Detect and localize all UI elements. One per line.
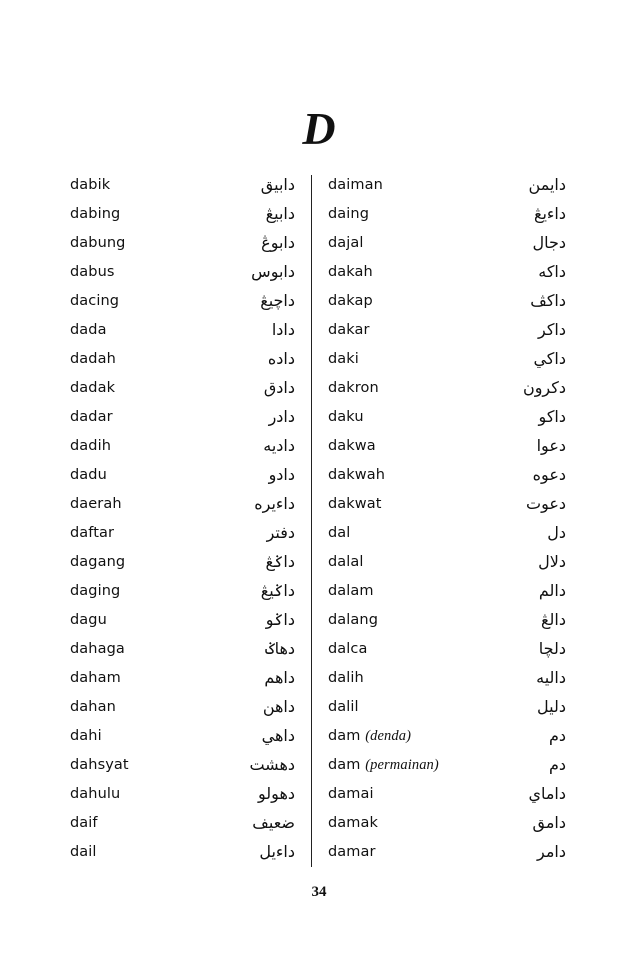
entry-latin-word [328, 496, 382, 512]
entry-latin-word [70, 235, 125, 251]
section-letter-heading: D [302, 103, 336, 154]
entry-word-text: damai [328, 786, 374, 802]
dictionary-entry [70, 261, 295, 290]
entry-word-text: daiman [328, 177, 383, 193]
entry-word-text: dadar [70, 409, 113, 425]
entry-jawi-spelling: دامر [537, 842, 566, 861]
entry-latin-word [328, 844, 376, 860]
entry-word-text: dahi [70, 728, 102, 744]
entry-jawi-spelling: دهاݢ [265, 639, 295, 658]
entry-word-text: daki [328, 351, 359, 367]
dictionary-entry [70, 348, 295, 377]
entry-latin-word [70, 322, 107, 338]
entry-jawi-spelling: داءيره [254, 494, 295, 513]
page-number: 34 [311, 884, 327, 900]
entry-latin-word [328, 467, 385, 483]
dictionary-entry [328, 261, 566, 290]
dictionary-entry [328, 551, 566, 580]
entry-word-text: dakar [328, 322, 370, 338]
dictionary-entry [70, 203, 295, 232]
entry-jawi-spelling: داهن [262, 697, 295, 716]
dictionary-entry [70, 377, 295, 406]
entry-latin-word [70, 844, 97, 860]
entry-word-text: dalil [328, 699, 359, 715]
entry-latin-word [70, 612, 107, 628]
dictionary-entry [70, 319, 295, 348]
entry-word-text: dakwa [328, 438, 376, 454]
entry-word-text: dal [328, 525, 351, 541]
dictionary-entry [328, 638, 566, 667]
dictionary-entry [328, 406, 566, 435]
entry-jawi-spelling: دم [548, 726, 566, 745]
entry-jawi-spelling: دابوڠ [261, 233, 295, 252]
entry-jawi-spelling: داچيڠ [260, 291, 295, 310]
entry-word-text: dakwah [328, 467, 386, 483]
entry-word-text: dalih [328, 670, 364, 686]
dictionary-entry [328, 725, 566, 754]
column-divider [311, 175, 312, 867]
entry-jawi-spelling: داديه [263, 436, 295, 455]
entry-jawi-spelling: داكڤ [530, 291, 566, 310]
dictionary-entry [328, 290, 566, 319]
entry-latin-word [70, 554, 125, 570]
entry-word-text: daerah [70, 496, 122, 512]
entry-word-text: dakah [328, 264, 373, 280]
entry-word-text: dabus [70, 264, 115, 280]
entry-word-text: daging [70, 583, 121, 599]
dictionary-entry [70, 609, 295, 638]
entry-jawi-spelling: دليل [537, 697, 566, 716]
dictionary-entry [328, 319, 566, 348]
entry-sense-note: (denda) [365, 728, 412, 744]
entry-jawi-spelling: دكرون [522, 378, 566, 397]
dictionary-entry [328, 609, 566, 638]
entry-latin-word [70, 177, 110, 193]
dictionary-entry [328, 464, 566, 493]
entry-jawi-spelling: دعوت [526, 494, 566, 513]
entry-jawi-spelling: دم [548, 755, 566, 774]
entry-jawi-spelling: دلال [538, 552, 566, 571]
entry-latin-word [328, 583, 374, 599]
entry-latin-word [70, 380, 115, 396]
dictionary-entry [70, 551, 295, 580]
entry-latin-word [328, 351, 359, 367]
entry-latin-word [70, 757, 129, 773]
dictionary-entry [70, 812, 295, 841]
entry-word-text: dabung [70, 235, 126, 251]
entry-jawi-spelling: دعوه [532, 465, 566, 484]
entry-jawi-spelling: داهي [261, 726, 295, 745]
entry-latin-word [328, 235, 364, 251]
entry-jawi-spelling: داءيل [259, 842, 295, 861]
entry-jawi-spelling: داݢو [265, 610, 295, 629]
entry-jawi-spelling: دالڠ [541, 610, 566, 629]
entry-word-text: dahsyat [70, 757, 129, 773]
entry-jawi-spelling: دل [547, 523, 566, 542]
entry-word-text: daif [70, 815, 98, 831]
dictionary-entry [328, 377, 566, 406]
dictionary-entry [70, 290, 295, 319]
entry-word-text: dam [328, 757, 361, 773]
entry-latin-word [328, 641, 367, 657]
entry-word-text: dalang [328, 612, 378, 628]
entry-latin-word [70, 670, 121, 686]
dictionary-entry [70, 522, 295, 551]
dictionary-entry [328, 667, 566, 696]
entry-word-text: daku [328, 409, 364, 425]
entry-latin-word [328, 206, 369, 222]
dictionary-entry [328, 754, 566, 783]
entry-word-text: daing [328, 206, 370, 222]
entry-jawi-spelling: داكه [538, 262, 566, 281]
entry-latin-word [70, 641, 125, 657]
entry-jawi-spelling: داكي [533, 349, 566, 368]
entry-jawi-spelling: دعوا [536, 436, 566, 455]
entry-word-text: dahaga [70, 641, 125, 657]
entry-latin-word [328, 438, 376, 454]
entry-latin-word [328, 409, 364, 425]
dictionary-entry [328, 696, 566, 725]
dictionary-entry [328, 348, 566, 377]
entry-jawi-spelling: دادا [271, 320, 295, 339]
entry-jawi-spelling: دفتر [266, 523, 295, 542]
dictionary-entry [70, 232, 295, 261]
entry-word-text: dajal [328, 235, 364, 251]
entry-word-text: damak [328, 815, 378, 831]
dictionary-entry [328, 174, 566, 203]
entry-word-text: dam [328, 728, 361, 744]
dictionary-entry [328, 841, 566, 870]
entry-word-text: dadak [70, 380, 116, 396]
dictionary-entry [70, 493, 295, 522]
dictionary-entry [328, 783, 566, 812]
entry-jawi-spelling: دجال [532, 233, 566, 252]
left-word-column [70, 174, 295, 870]
entry-jawi-spelling: ضعيف [252, 813, 295, 832]
entry-jawi-spelling: داماي [528, 784, 566, 803]
dictionary-entry [328, 232, 566, 261]
dictionary-entry [70, 667, 295, 696]
entry-latin-word [70, 583, 120, 599]
entry-jawi-spelling: داكر [537, 320, 566, 339]
entry-jawi-spelling: داءيڠ [533, 204, 566, 223]
entry-latin-word [328, 380, 379, 396]
entry-jawi-spelling: دامق [532, 813, 566, 832]
entry-jawi-spelling: داده [267, 349, 295, 368]
entry-latin-word [70, 786, 120, 802]
entry-latin-word [328, 554, 364, 570]
entry-latin-word [70, 467, 107, 483]
entry-jawi-spelling: دهشت [249, 755, 295, 774]
entry-jawi-spelling: دالم [538, 581, 566, 600]
dictionary-entry [328, 522, 566, 551]
dictionary-entry [328, 435, 566, 464]
entry-word-text: dacing [70, 293, 120, 309]
dictionary-entry [70, 725, 295, 754]
entry-latin-word [328, 815, 378, 831]
entry-word-text: dagang [70, 554, 126, 570]
entry-latin-word [328, 177, 383, 193]
dictionary-entry [70, 783, 295, 812]
dictionary-entry [328, 580, 566, 609]
right-word-column [328, 174, 566, 870]
entry-word-text: dakwat [328, 496, 382, 512]
entry-jawi-spelling: دادو [268, 465, 295, 484]
entry-latin-word [328, 612, 378, 628]
entry-jawi-spelling: داݢڠ [265, 552, 295, 571]
entry-latin-word [70, 351, 116, 367]
entry-latin-word [328, 670, 364, 686]
entry-word-text: dabik [70, 177, 111, 193]
entry-word-text: dadih [70, 438, 112, 454]
entry-jawi-spelling: داليه [536, 668, 566, 687]
entry-jawi-spelling: داݢيڠ [260, 581, 295, 600]
dictionary-entry [328, 203, 566, 232]
entry-word-text: dabing [70, 206, 121, 222]
entry-sense-note: (permainan) [365, 757, 439, 773]
entry-word-text: dada [70, 322, 107, 338]
entry-word-text: dalca [328, 641, 368, 657]
entry-word-text: dakron [328, 380, 379, 396]
entry-jawi-spelling: دابوس [251, 262, 295, 281]
entry-word-text: dail [70, 844, 97, 860]
dictionary-entry [70, 754, 295, 783]
entry-latin-word [328, 322, 370, 338]
entry-jawi-spelling: دادق [263, 378, 295, 397]
entry-latin-word [328, 699, 359, 715]
entry-latin-word [70, 409, 113, 425]
entry-word-text: dalal [328, 554, 364, 570]
dictionary-entry [70, 580, 295, 609]
entry-word-text: daham [70, 670, 121, 686]
entry-jawi-spelling: داكو [538, 407, 566, 426]
entry-word-text: dalam [328, 583, 374, 599]
entry-jawi-spelling: دهولو [258, 784, 295, 803]
entry-word-text: dagu [70, 612, 107, 628]
entry-latin-word [70, 525, 114, 541]
entry-jawi-spelling: دلچا [538, 639, 566, 658]
entry-latin-word [70, 815, 98, 831]
dictionary-entry [328, 493, 566, 522]
entry-word-text: dadah [70, 351, 116, 367]
entry-word-text: dadu [70, 467, 107, 483]
dictionary-entry [70, 696, 295, 725]
entry-jawi-spelling: داهم [264, 668, 295, 687]
entry-latin-word [70, 728, 102, 744]
entry-jawi-spelling: دايمن [528, 175, 566, 194]
entry-word-text: daftar [70, 525, 115, 541]
dictionary-entry [70, 638, 295, 667]
entry-word-text: dahan [70, 699, 116, 715]
entry-word-text: dakap [328, 293, 373, 309]
dictionary-entry [70, 841, 295, 870]
entry-jawi-spelling: دابيڠ [265, 204, 295, 223]
entry-jawi-spelling: دادر [268, 407, 295, 426]
entry-latin-word [328, 264, 373, 280]
entry-word-text: damar [328, 844, 376, 860]
dictionary-entry [70, 174, 295, 203]
entry-latin-word [328, 293, 373, 309]
entry-latin-word [328, 786, 374, 802]
entry-latin-word [328, 757, 439, 774]
entry-latin-word [70, 293, 119, 309]
entry-jawi-spelling: دابيق [260, 175, 295, 194]
entry-latin-word [328, 728, 411, 745]
entry-latin-word [70, 206, 120, 222]
dictionary-entry [70, 435, 295, 464]
entry-word-text: dahulu [70, 786, 121, 802]
entry-latin-word [70, 699, 116, 715]
dictionary-entry [70, 406, 295, 435]
entry-latin-word [70, 496, 122, 512]
entry-latin-word [328, 525, 350, 541]
dictionary-entry [70, 464, 295, 493]
entry-latin-word [70, 438, 111, 454]
entry-latin-word [70, 264, 115, 280]
dictionary-entry [328, 812, 566, 841]
